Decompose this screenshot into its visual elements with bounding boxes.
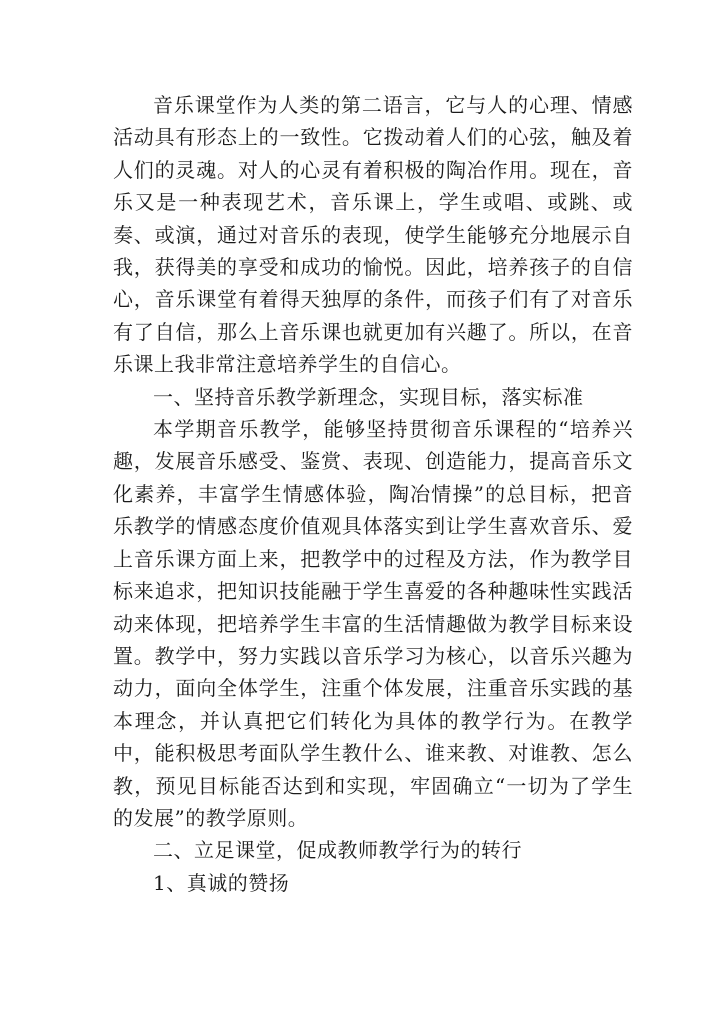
subsection-heading-1: 1、真诚的赞扬 [153, 870, 290, 895]
section-1-paragraph: 本学期音乐教学，能够坚持贯彻音乐课程的“培养兴趣，发展音乐感受、鉴赏、表现、创造能力，提高音乐文化素养，丰富学生情感体验，陶冶情操”的总目标，把音乐教学的情感态度价值观具体落实到让学生喜欢音乐、爱上音乐课方面上来，把教学中的过程及方法，作为教学目标来追求，把知识技能融于学生喜爱的各种趣味性实践活动来体现，把培养学生丰富的生活情趣做为教学目标来设置。教学中，努力实践以音乐学习为核心，以音乐兴趣为动力，面向全体学生，注重个体发展，注重音乐实践的基本理念，并认真把它们转化为具体的教学行为。在教学中，能积极思考面队学生教什么、谁来教、对谁教、怎么教，预见目标能否达到和实现，牢固确立“一切为了学生的发展”的教学原则。 [113, 417, 633, 830]
intro-paragraph: 音乐课堂作为人类的第二语言，它与人的心理、情感活动具有形态上的一致性。它拨动着人们的心弦，触及着人们的灵魂。对人的心灵有着积极的陶冶作用。现在，音乐又是一种表现艺术，音乐课上，学生或唱、或跳、或奏、或演，通过对音乐的表现，使学生能够充分地展示自我，获得美的享受和成功的愉悦。因此，培养孩子的自信心，音乐课堂有着得天独厚的条件，而孩子们有了对音乐有了自信，那么上音乐课也就更加有兴趣了。所以，在音乐课上我非常注意培养学生的自信心。 [113, 93, 633, 377]
section-heading-2: 二、立足课堂，促成教师教学行为的转行 [153, 838, 522, 863]
document-body [113, 89, 633, 899]
section-heading-1: 一、坚持音乐教学新理念，实现目标，落实标准 [153, 384, 584, 409]
